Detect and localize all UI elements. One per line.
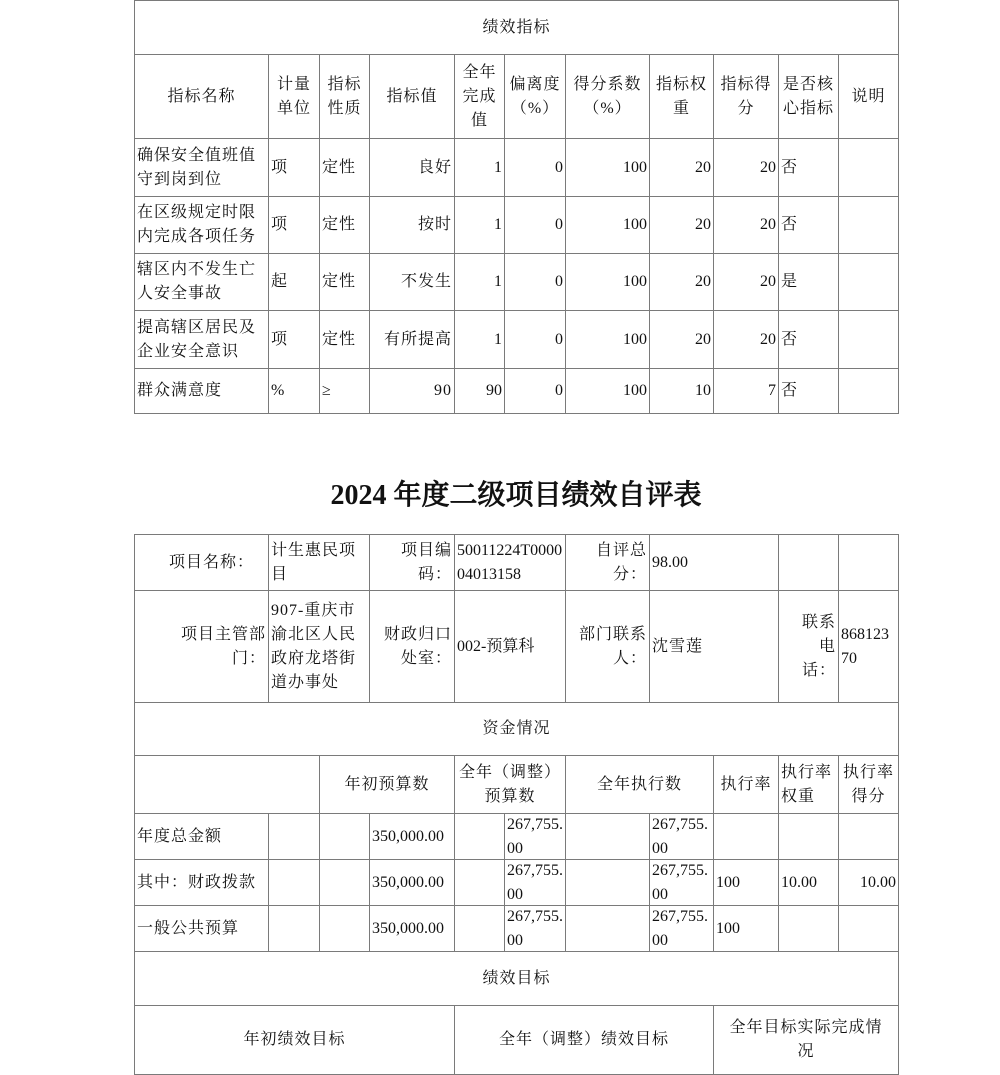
empty-cell (778, 534, 839, 591)
kpi-header (778, 54, 839, 139)
cell-text: ≥ (322, 382, 332, 399)
fund-cell-rate (713, 905, 779, 952)
kpi-cell-nature (319, 368, 370, 414)
label-text: 财政归口处室： (383, 625, 452, 667)
kpi-cell-core (778, 138, 839, 197)
label-text: 自评总分： (595, 541, 647, 583)
cell-text: 定性 (322, 273, 357, 290)
fund-cell-label (134, 905, 269, 952)
kpi-cell-name (134, 253, 269, 311)
cell-text: 20 (695, 216, 711, 233)
kpi-header-text: 是否核心指标 (782, 75, 834, 117)
fund-cell-adjusted (504, 813, 566, 860)
kpi-header-text: 指标得分 (720, 75, 772, 117)
cell-text: 0 (555, 330, 563, 348)
empty-cell (268, 813, 320, 860)
dept-value (268, 590, 370, 703)
cell-text: 20 (695, 330, 711, 348)
cell-text: % (271, 382, 285, 399)
cell-text: 267,755.00 (507, 815, 563, 857)
goals-header (713, 1005, 899, 1075)
cell-text: 辖区内不发生亡人安全事故 (137, 261, 257, 302)
kpi-cell-actual (454, 368, 505, 414)
kpi-cell-weight (649, 138, 714, 197)
document-title: 2024 年度二级项目绩效自评表 (330, 480, 702, 511)
value-text: 002-预算科 (457, 637, 535, 655)
kpi-header (369, 54, 455, 139)
finance-label (369, 590, 455, 703)
cell-text: 定性 (322, 216, 357, 233)
kpi-cell-name (134, 196, 269, 254)
empty-cell (454, 813, 505, 860)
kpi-cell-core (778, 253, 839, 311)
kpi-cell-weight (649, 253, 714, 311)
dept-label (134, 590, 269, 703)
kpi-cell-name (134, 310, 269, 369)
funds-header (838, 755, 899, 814)
kpi-cell-score (713, 138, 779, 197)
phone-value (838, 590, 899, 703)
cell-text: 350,000.00 (372, 919, 444, 937)
value-text: 86812370 (841, 625, 889, 667)
label-text: 联系电话： (801, 613, 836, 679)
funds-header (565, 755, 714, 814)
cell-text: 350,000.00 (372, 873, 444, 891)
section-title-text: 绩效目标 (482, 969, 551, 987)
kpi-cell-nature (319, 196, 370, 254)
self-score-value (649, 534, 779, 591)
cell-text: 100 (623, 216, 647, 233)
cell-text: 提高辖区居民及企业安全意识 (137, 318, 257, 360)
header-text: 年初绩效目标 (243, 1031, 346, 1048)
kpi-cell-value (369, 310, 455, 369)
kpi-cell-actual (454, 196, 505, 254)
cell-text: 年度总金额 (137, 827, 223, 845)
contact-value (649, 590, 779, 703)
empty-cell (454, 859, 505, 906)
kpi-cell-note (838, 253, 899, 311)
cell-text: 90 (486, 382, 502, 399)
kpi-cell-value (369, 138, 455, 197)
funds-header (454, 755, 566, 814)
fund-cell-adjusted (504, 905, 566, 952)
fund-cell-weight (778, 859, 839, 906)
value-text: 907-重庆市渝北区人民政府龙塔街道办事处 (271, 601, 357, 691)
kpi-cell-note (838, 310, 899, 369)
kpi-cell-coef (565, 196, 650, 254)
kpi-header-text: 指标性质 (327, 75, 362, 117)
cell-text: 10.00 (781, 873, 817, 891)
section-title-text: 资金情况 (482, 720, 551, 737)
kpi-header-text: 指标名称 (167, 87, 236, 105)
cell-text: 0 (555, 382, 563, 399)
label-text: 项目编码： (400, 541, 452, 583)
kpi-section-title-text: 绩效指标 (482, 18, 551, 36)
empty-cell (268, 859, 320, 906)
kpi-header (713, 54, 779, 139)
cell-text: 100 (623, 330, 647, 348)
cell-text: 项 (271, 216, 288, 233)
cell-text: 100 (716, 919, 740, 937)
cell-text: 267,755.00 (652, 861, 708, 903)
kpi-cell-score (713, 253, 779, 311)
cell-text: 90 (434, 382, 452, 399)
header-text: 全年（调整）预算数 (458, 763, 561, 805)
kpi-cell-name (134, 368, 269, 414)
cell-text: 350,000.00 (372, 827, 444, 845)
self-score-label (565, 534, 650, 591)
cell-text: 1 (494, 158, 502, 176)
kpi-cell-coef (565, 138, 650, 197)
funds-header (319, 755, 455, 814)
value-text: 沈雪莲 (652, 637, 704, 655)
cell-text: 20 (760, 330, 776, 348)
project-name-label (134, 534, 269, 591)
kpi-header-text: 得分系数（%） (573, 75, 642, 117)
funds-header (713, 755, 779, 814)
kpi-cell-coef (565, 310, 650, 369)
kpi-cell-nature (319, 253, 370, 311)
kpi-header (504, 54, 566, 139)
fund-cell-executed (649, 859, 714, 906)
header-text: 年初预算数 (344, 775, 430, 793)
cell-text: 1 (494, 216, 502, 233)
kpi-header (838, 54, 899, 139)
label-text: 项目名称： (168, 553, 254, 571)
empty-cell (319, 813, 370, 860)
kpi-cell-value (369, 196, 455, 254)
kpi-cell-unit (268, 196, 320, 254)
cell-text: 20 (760, 158, 776, 176)
kpi-cell-note (838, 196, 899, 254)
contact-label (565, 590, 650, 703)
kpi-cell-nature (319, 310, 370, 369)
project-name-value (268, 534, 370, 591)
kpi-cell-coef (565, 368, 650, 414)
cell-text: 群众满意度 (137, 382, 223, 399)
goals-header (454, 1005, 714, 1075)
cell-text: 有所提高 (383, 330, 452, 348)
kpi-header-text: 计量单位 (276, 75, 311, 117)
kpi-cell-core (778, 368, 839, 414)
cell-text: 0 (555, 216, 563, 233)
cell-text: 良好 (417, 158, 452, 176)
kpi-header-text: 指标值 (386, 87, 438, 105)
empty-cell (454, 905, 505, 952)
header-text: 执行率权重 (781, 763, 833, 805)
kpi-header (565, 54, 650, 139)
project-code-value (454, 534, 566, 591)
kpi-cell-unit (268, 310, 320, 369)
kpi-section-title (134, 0, 899, 55)
cell-text: 确保安全值班值守到岗到位 (137, 146, 257, 188)
kpi-cell-note (838, 138, 899, 197)
cell-text: 20 (695, 273, 711, 290)
cell-text: 否 (781, 330, 798, 348)
cell-text: 267,755.00 (507, 907, 563, 949)
cell-text: 定性 (322, 330, 357, 348)
kpi-cell-nature (319, 138, 370, 197)
cell-text: 项 (271, 330, 288, 348)
cell-text: 0 (555, 273, 563, 290)
cell-text: 在区级规定时限内完成各项任务 (137, 204, 257, 245)
kpi-cell-unit (268, 368, 320, 414)
kpi-cell-deviation (504, 253, 566, 311)
fund-cell-weight (778, 813, 839, 860)
fund-cell-rate (713, 859, 779, 906)
empty-cell (565, 813, 650, 860)
value-text: 计生惠民项目 (271, 541, 357, 583)
goals-header (134, 1005, 455, 1075)
kpi-cell-value (369, 368, 455, 414)
kpi-header (268, 54, 320, 139)
cell-text: 267,755.00 (507, 861, 563, 903)
empty-cell (838, 534, 899, 591)
cell-text: 否 (781, 216, 798, 233)
kpi-cell-deviation (504, 196, 566, 254)
kpi-cell-actual (454, 310, 505, 369)
cell-text: 10 (695, 382, 711, 399)
empty-cell (134, 755, 320, 814)
fund-cell-initial (369, 859, 455, 906)
cell-text: 否 (781, 158, 798, 176)
fund-cell-executed (649, 813, 714, 860)
cell-text: 100 (623, 382, 647, 399)
cell-text: 项 (271, 158, 288, 176)
fund-cell-label (134, 813, 269, 860)
kpi-header (649, 54, 714, 139)
fund-cell-initial (369, 905, 455, 952)
cell-text: 267,755.00 (652, 815, 708, 857)
empty-cell (268, 905, 320, 952)
header-text: 全年执行数 (596, 775, 682, 793)
kpi-cell-unit (268, 138, 320, 197)
kpi-header-text: 指标权重 (655, 75, 707, 117)
empty-cell (565, 905, 650, 952)
cell-text: 起 (271, 273, 288, 290)
kpi-header (134, 54, 269, 139)
kpi-cell-score (713, 368, 779, 414)
phone-label (778, 590, 839, 703)
kpi-header (454, 54, 505, 139)
cell-text: 20 (760, 216, 776, 233)
cell-text: 20 (760, 273, 776, 290)
kpi-cell-score (713, 310, 779, 369)
value-text: 50011224T000004013158 (457, 541, 563, 583)
fund-cell-adjusted (504, 859, 566, 906)
cell-text: 20 (695, 158, 711, 176)
cell-text: 1 (494, 330, 502, 348)
cell-text: 按时 (417, 216, 452, 233)
cell-text: 10.00 (860, 873, 896, 891)
cell-text: 7 (768, 382, 776, 399)
kpi-cell-score (713, 196, 779, 254)
label-text: 项目主管部门： (180, 625, 266, 667)
cell-text: 0 (555, 158, 563, 176)
kpi-header-text: 偏离度（%） (509, 75, 561, 117)
kpi-cell-deviation (504, 310, 566, 369)
value-text: 98.00 (652, 553, 688, 571)
fund-cell-weight (778, 905, 839, 952)
fund-cell-score (838, 859, 899, 906)
cell-text: 1 (494, 273, 502, 290)
fund-cell-rate (713, 813, 779, 860)
kpi-cell-unit (268, 253, 320, 311)
goals-section-title (134, 951, 899, 1006)
empty-cell (319, 859, 370, 906)
kpi-cell-deviation (504, 138, 566, 197)
cell-text: 267,755.00 (652, 907, 708, 949)
label-text: 部门联系人： (578, 625, 647, 667)
kpi-header-text: 说明 (851, 87, 886, 105)
cell-text: 其中：财政拨款 (137, 873, 257, 891)
fund-cell-executed (649, 905, 714, 952)
fund-cell-score (838, 905, 899, 952)
header-text: 执行率 (720, 775, 772, 793)
kpi-header (319, 54, 370, 139)
finance-value (454, 590, 566, 703)
kpi-cell-core (778, 196, 839, 254)
cell-text: 100 (716, 873, 740, 891)
funds-header (778, 755, 839, 814)
cell-text: 100 (623, 158, 647, 176)
fund-cell-score (838, 813, 899, 860)
kpi-cell-actual (454, 138, 505, 197)
kpi-cell-weight (649, 196, 714, 254)
kpi-cell-deviation (504, 368, 566, 414)
empty-cell (565, 859, 650, 906)
cell-text: 不发生 (400, 273, 452, 290)
kpi-cell-actual (454, 253, 505, 311)
kpi-cell-coef (565, 253, 650, 311)
kpi-cell-weight (649, 310, 714, 369)
kpi-cell-core (778, 310, 839, 369)
funds-section-title (134, 702, 899, 756)
empty-cell (319, 905, 370, 952)
header-text: 全年（调整）绩效目标 (498, 1031, 669, 1048)
kpi-cell-value (369, 253, 455, 311)
header-text: 执行率得分 (842, 763, 894, 805)
cell-text: 定性 (322, 158, 357, 176)
kpi-cell-weight (649, 368, 714, 414)
header-text: 全年目标实际完成情况 (729, 1019, 883, 1060)
fund-cell-initial (369, 813, 455, 860)
fund-cell-label (134, 859, 269, 906)
project-code-label (369, 534, 455, 591)
kpi-header-text: 全年完成值 (462, 63, 497, 129)
kpi-cell-note (838, 368, 899, 414)
kpi-cell-name (134, 138, 269, 197)
cell-text: 一般公共预算 (137, 919, 240, 937)
cell-text: 是 (781, 273, 798, 290)
cell-text: 100 (623, 273, 647, 290)
cell-text: 否 (781, 382, 798, 399)
